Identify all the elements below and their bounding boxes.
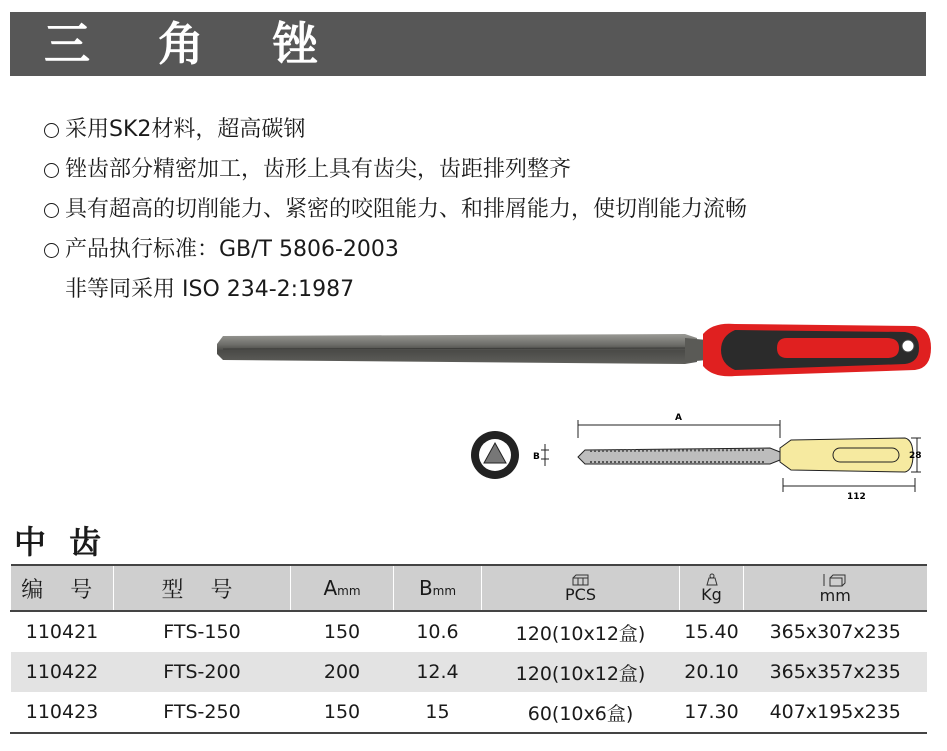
cell-model: FTS-150 xyxy=(163,621,241,643)
circle-bullet-icon xyxy=(44,243,59,258)
dimension-diagram xyxy=(465,408,925,502)
section-title: 中 齿 xyxy=(14,523,108,561)
feature-note: 非等同采用 ISO 234-2:1987 xyxy=(65,277,355,302)
label-b: B xyxy=(533,452,540,462)
cell-pcs: 120(10x12盒) xyxy=(482,652,680,692)
header-model: 型 号 xyxy=(114,565,291,611)
label-a: A xyxy=(675,413,682,423)
cell-code: 110421 xyxy=(25,621,99,643)
cell-a: 150 xyxy=(291,692,394,733)
box-stack-icon xyxy=(572,574,590,586)
cell-model: FTS-250 xyxy=(114,692,291,733)
circle-bullet-icon xyxy=(44,123,59,138)
header-a: Amm xyxy=(291,565,394,611)
table-row xyxy=(11,652,927,692)
cell-code: 110422 xyxy=(11,652,114,692)
table-row xyxy=(11,611,927,652)
header-size: mm xyxy=(744,565,927,611)
feature-item: 采用SK2材料，超高碳钢 xyxy=(44,110,747,150)
cell-kg: 17.30 xyxy=(680,692,744,733)
title-bar xyxy=(10,12,926,76)
table-row xyxy=(11,692,927,733)
header-code: 编 号 xyxy=(11,565,114,611)
feature-list xyxy=(44,110,747,310)
cell-size: 407x195x235 xyxy=(744,692,927,733)
feature-item: 锉齿部分精密加工，齿形上具有齿尖，齿距排列整齐 xyxy=(44,150,747,190)
table-header-row xyxy=(11,565,927,611)
header-b: Bmm xyxy=(394,565,482,611)
cell-kg: 20.10 xyxy=(680,652,744,692)
carton-icon xyxy=(822,573,848,587)
cell-b: 10.6 xyxy=(416,621,459,643)
label-28: 28 xyxy=(909,451,922,461)
cell-b: 12.4 xyxy=(394,652,482,692)
cell-a: 150 xyxy=(323,621,361,643)
cell-pcs: 120(10x12盒) xyxy=(515,622,646,645)
page-title: 三 角 锉 xyxy=(44,17,345,71)
cell-b: 15 xyxy=(394,692,482,733)
feature-item: 产品执行标准：GB/T 5806-2003 xyxy=(44,230,747,270)
circle-bullet-icon xyxy=(44,203,59,218)
cell-model: FTS-200 xyxy=(114,652,291,692)
label-112: 112 xyxy=(847,492,866,502)
cell-kg: 15.40 xyxy=(684,621,739,643)
spec-table xyxy=(10,564,927,734)
cell-size: 365x307x235 xyxy=(769,621,901,643)
header-pcs: PCS xyxy=(482,565,680,611)
file-product-image xyxy=(215,318,935,382)
cell-code: 110423 xyxy=(11,692,114,733)
cell-pcs: 60(10x6盒) xyxy=(482,692,680,733)
cell-size: 365x357x235 xyxy=(744,652,927,692)
header-kg: Kg xyxy=(680,565,744,611)
cell-a: 200 xyxy=(291,652,394,692)
feature-item: 具有超高的切削能力、紧密的咬阻能力、和排屑能力，使切削能力流畅 xyxy=(44,190,747,230)
circle-bullet-icon xyxy=(44,163,59,178)
